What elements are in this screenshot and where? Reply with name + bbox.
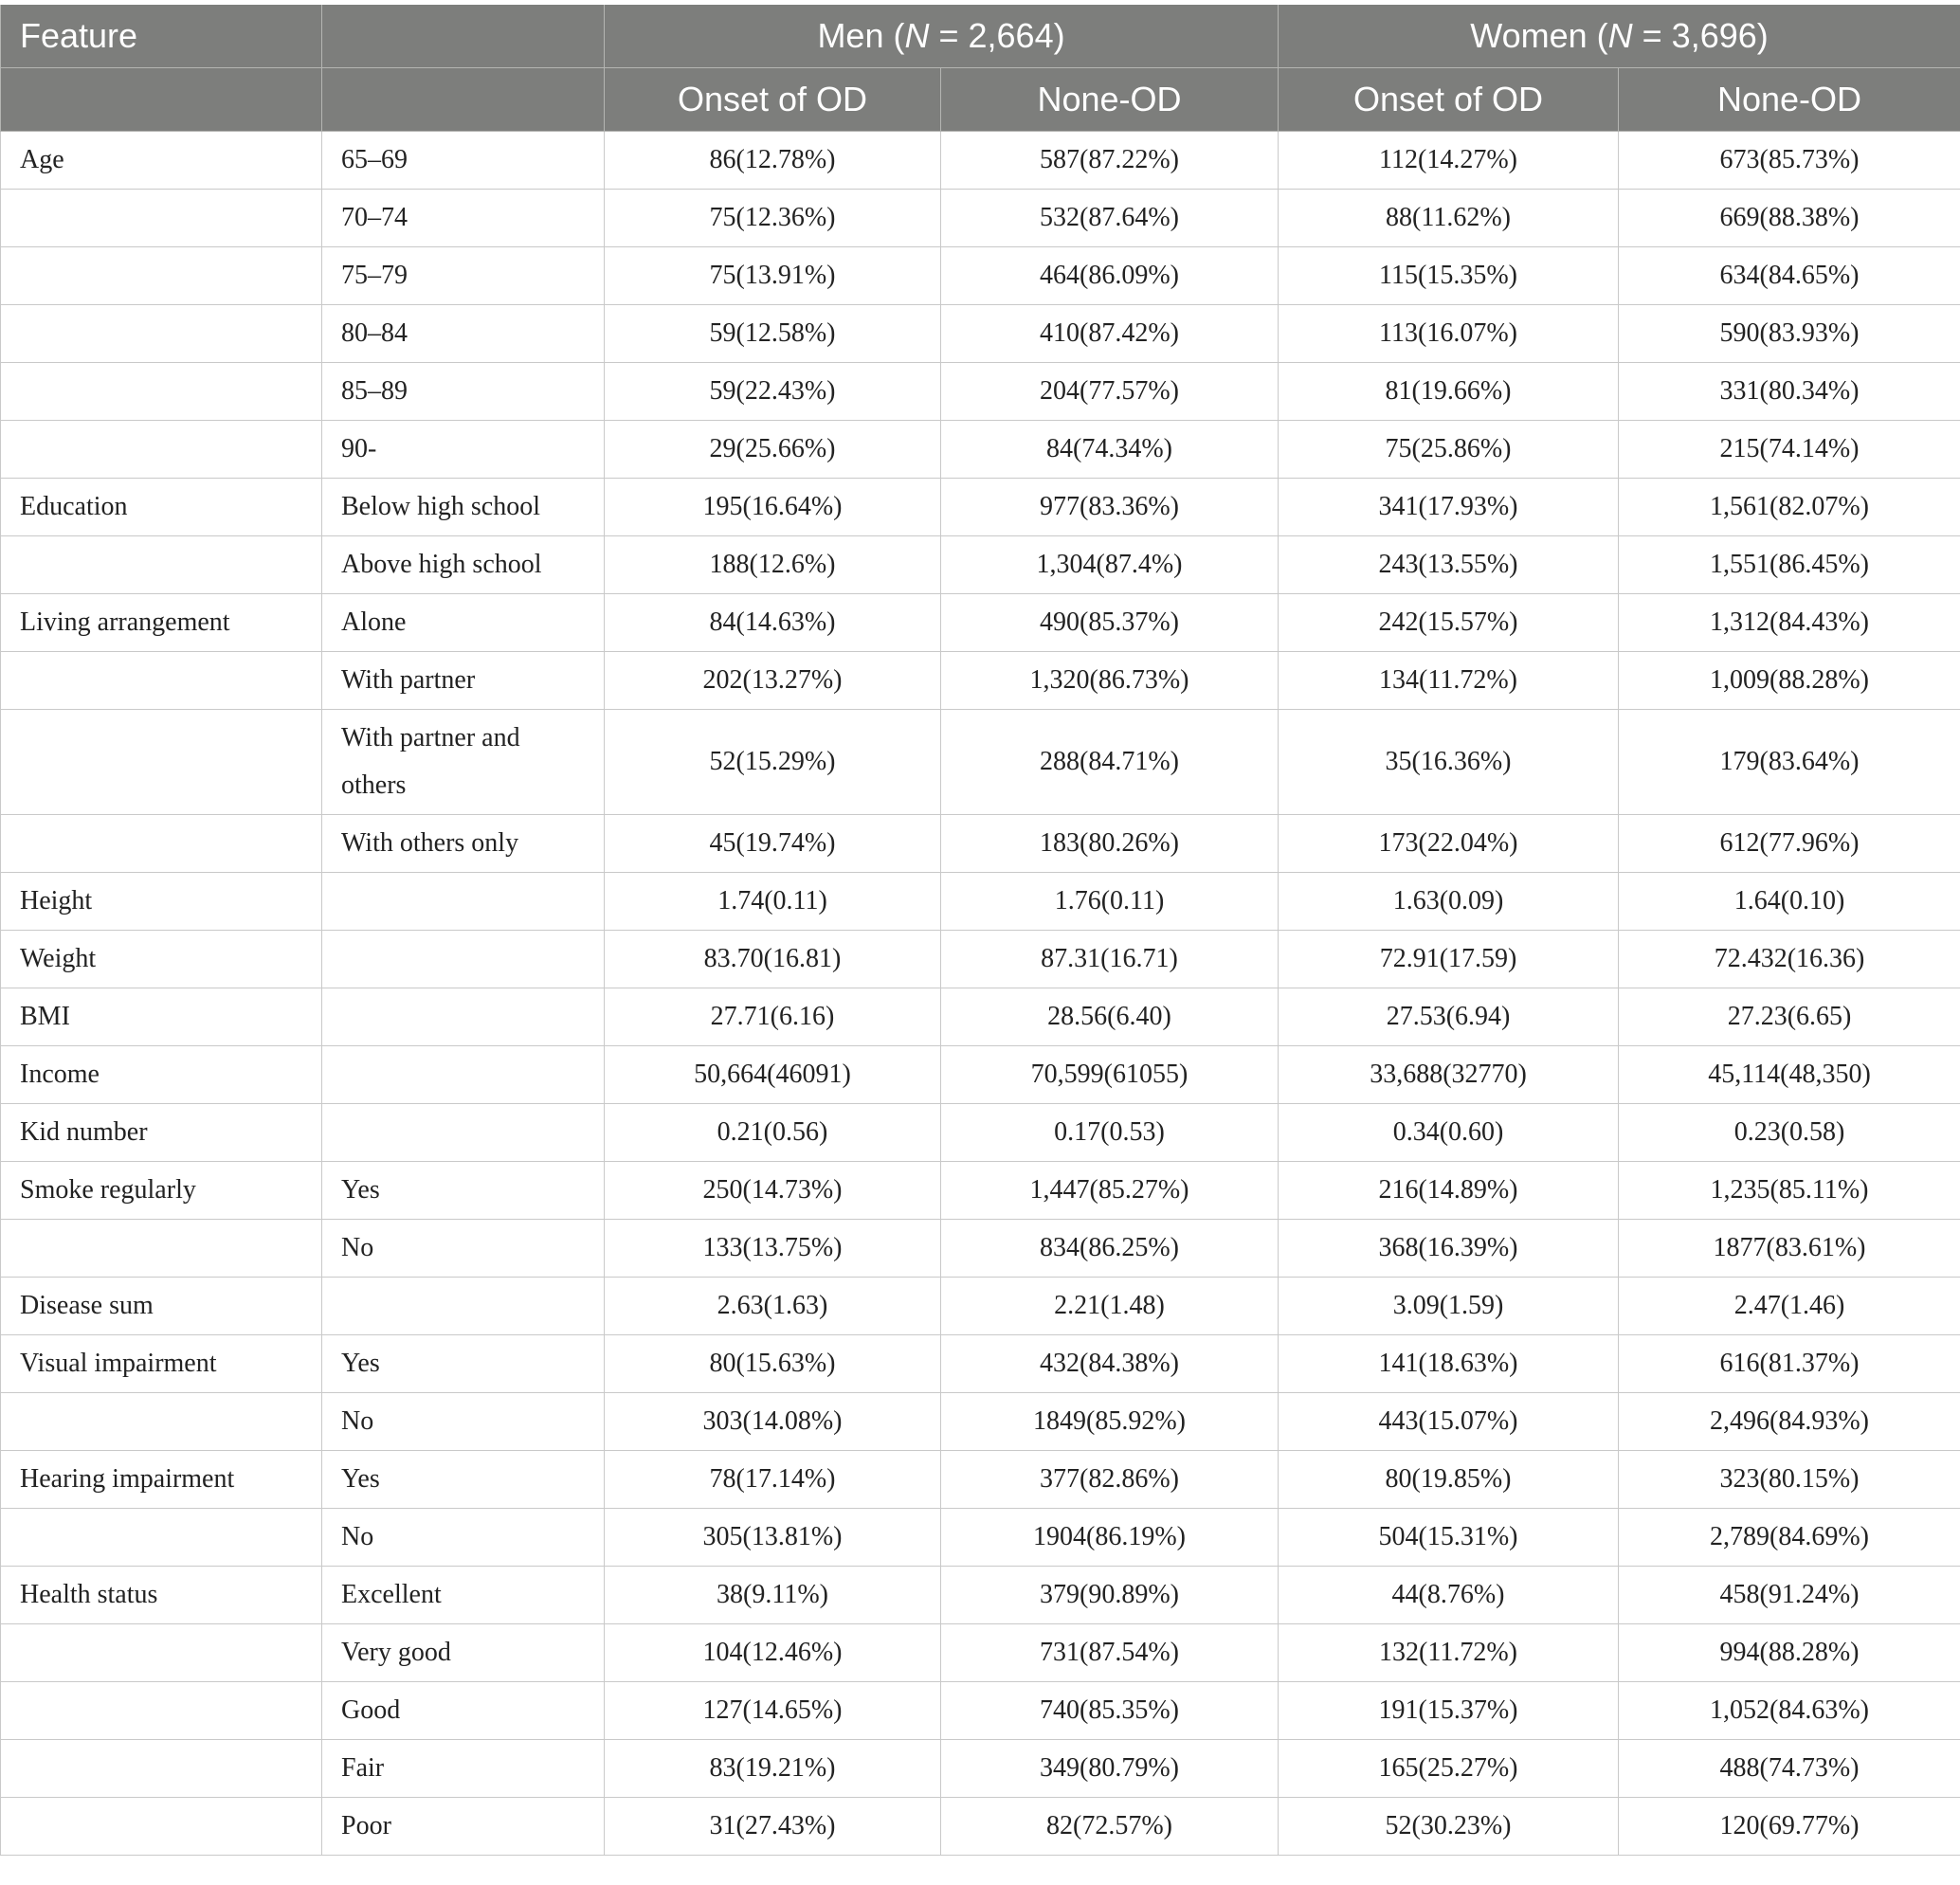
table-header xyxy=(1,5,1960,132)
cell-feature: BMI xyxy=(1,988,322,1046)
table-row xyxy=(1,594,1960,652)
cell-men-onset: 133(13.75%) xyxy=(605,1220,941,1278)
cell-women-none-od: 488(74.73%) xyxy=(1619,1740,1960,1798)
cell-men-onset: 104(12.46%) xyxy=(605,1624,941,1682)
cell-feature xyxy=(1,305,322,363)
cell-subcategory: 85–89 xyxy=(322,363,605,421)
table-row xyxy=(1,421,1960,479)
header-men-n-symbol: N xyxy=(904,16,930,55)
table-row xyxy=(1,536,1960,594)
cell-women-none-od: 994(88.28%) xyxy=(1619,1624,1960,1682)
cell-men-onset: 195(16.64%) xyxy=(605,479,941,536)
cell-women-onset: 3.09(1.59) xyxy=(1279,1278,1619,1335)
cell-women-onset: 242(15.57%) xyxy=(1279,594,1619,652)
cell-women-none-od: 1.64(0.10) xyxy=(1619,873,1960,931)
cell-women-onset: 75(25.86%) xyxy=(1279,421,1619,479)
cell-subcategory: 70–74 xyxy=(322,190,605,247)
cell-women-none-od: 1,009(88.28%) xyxy=(1619,652,1960,710)
table-row xyxy=(1,1740,1960,1798)
cell-men-none-od: 1,304(87.4%) xyxy=(941,536,1279,594)
table-row xyxy=(1,710,1960,815)
cell-men-onset: 52(15.29%) xyxy=(605,710,941,815)
table-row xyxy=(1,873,1960,931)
cell-feature xyxy=(1,1624,322,1682)
cell-subcategory: Yes xyxy=(322,1162,605,1220)
table-row xyxy=(1,1046,1960,1104)
header-men xyxy=(605,5,1279,68)
header-women-label: Women ( xyxy=(1470,16,1608,55)
header-men-n-value: = 2,664) xyxy=(929,16,1065,55)
cell-feature xyxy=(1,1798,322,1856)
cell-women-onset: 72.91(17.59) xyxy=(1279,931,1619,988)
cell-women-onset: 80(19.85%) xyxy=(1279,1451,1619,1509)
cell-men-onset: 1.74(0.11) xyxy=(605,873,941,931)
cell-men-none-od: 410(87.42%) xyxy=(941,305,1279,363)
cell-women-none-od: 1,551(86.45%) xyxy=(1619,536,1960,594)
header-women-n-symbol: N xyxy=(1607,16,1633,55)
cell-men-none-od: 87.31(16.71) xyxy=(941,931,1279,988)
cell-women-onset: 44(8.76%) xyxy=(1279,1567,1619,1624)
cell-feature: Disease sum xyxy=(1,1278,322,1335)
cell-women-none-od: 1,561(82.07%) xyxy=(1619,479,1960,536)
cell-women-none-od: 179(83.64%) xyxy=(1619,710,1960,815)
table-row xyxy=(1,1567,1960,1624)
cell-women-none-od: 2.47(1.46) xyxy=(1619,1278,1960,1335)
cell-women-onset: 115(15.35%) xyxy=(1279,247,1619,305)
cell-men-onset: 0.21(0.56) xyxy=(605,1104,941,1162)
cell-feature: Living arrangement xyxy=(1,594,322,652)
cell-subcategory: 90- xyxy=(322,421,605,479)
cell-feature xyxy=(1,710,322,815)
table-row xyxy=(1,1682,1960,1740)
cell-subcategory: 75–79 xyxy=(322,247,605,305)
cell-feature xyxy=(1,1509,322,1567)
cell-feature: Income xyxy=(1,1046,322,1104)
cell-women-none-od: 1,235(85.11%) xyxy=(1619,1162,1960,1220)
table-row xyxy=(1,132,1960,190)
cell-men-onset: 2.63(1.63) xyxy=(605,1278,941,1335)
cell-men-onset: 31(27.43%) xyxy=(605,1798,941,1856)
cell-women-none-od: 0.23(0.58) xyxy=(1619,1104,1960,1162)
cell-feature xyxy=(1,536,322,594)
cell-men-onset: 305(13.81%) xyxy=(605,1509,941,1567)
cell-women-none-od: 215(74.14%) xyxy=(1619,421,1960,479)
table-row xyxy=(1,1393,1960,1451)
cell-subcategory: Poor xyxy=(322,1798,605,1856)
cell-men-none-od: 1.76(0.11) xyxy=(941,873,1279,931)
cell-men-none-od: 1904(86.19%) xyxy=(941,1509,1279,1567)
cell-subcategory: With partner xyxy=(322,652,605,710)
cell-subcategory: No xyxy=(322,1393,605,1451)
table-row xyxy=(1,652,1960,710)
table-row xyxy=(1,1451,1960,1509)
table-row xyxy=(1,1509,1960,1567)
cell-women-none-od: 634(84.65%) xyxy=(1619,247,1960,305)
cell-feature: Hearing impairment xyxy=(1,1451,322,1509)
cell-feature: Smoke regularly xyxy=(1,1162,322,1220)
cell-men-none-od: 1,320(86.73%) xyxy=(941,652,1279,710)
cell-men-none-od: 379(90.89%) xyxy=(941,1567,1279,1624)
cell-feature: Age xyxy=(1,132,322,190)
cell-subcategory: Fair xyxy=(322,1740,605,1798)
table-row xyxy=(1,479,1960,536)
cell-women-none-od: 590(83.93%) xyxy=(1619,305,1960,363)
cell-subcategory: 65–69 xyxy=(322,132,605,190)
cell-men-onset: 80(15.63%) xyxy=(605,1335,941,1393)
table-row xyxy=(1,1104,1960,1162)
cell-subcategory: No xyxy=(322,1509,605,1567)
cell-women-none-od: 1,312(84.43%) xyxy=(1619,594,1960,652)
cell-subcategory xyxy=(322,1046,605,1104)
cell-women-onset: 88(11.62%) xyxy=(1279,190,1619,247)
cell-men-none-od: 82(72.57%) xyxy=(941,1798,1279,1856)
cell-men-none-od: 204(77.57%) xyxy=(941,363,1279,421)
cell-subcategory xyxy=(322,1104,605,1162)
cell-subcategory: Good xyxy=(322,1682,605,1740)
cell-feature: Kid number xyxy=(1,1104,322,1162)
cell-subcategory: With others only xyxy=(322,815,605,873)
cell-women-none-od: 331(80.34%) xyxy=(1619,363,1960,421)
cell-women-onset: 132(11.72%) xyxy=(1279,1624,1619,1682)
cell-women-onset: 113(16.07%) xyxy=(1279,305,1619,363)
cell-feature xyxy=(1,247,322,305)
cell-women-none-od: 323(80.15%) xyxy=(1619,1451,1960,1509)
header-women xyxy=(1279,5,1960,68)
cell-feature xyxy=(1,1220,322,1278)
table-row xyxy=(1,190,1960,247)
cell-men-none-od: 288(84.71%) xyxy=(941,710,1279,815)
cell-men-none-od: 349(80.79%) xyxy=(941,1740,1279,1798)
cell-women-none-od: 45,114(48,350) xyxy=(1619,1046,1960,1104)
cell-women-none-od: 27.23(6.65) xyxy=(1619,988,1960,1046)
cell-feature xyxy=(1,1393,322,1451)
cell-women-onset: 341(17.93%) xyxy=(1279,479,1619,536)
cell-feature xyxy=(1,363,322,421)
cell-women-none-od: 1,052(84.63%) xyxy=(1619,1682,1960,1740)
cell-subcategory: Yes xyxy=(322,1451,605,1509)
cell-men-onset: 250(14.73%) xyxy=(605,1162,941,1220)
cell-men-onset: 84(14.63%) xyxy=(605,594,941,652)
header-men-none: None-OD xyxy=(941,68,1279,132)
cell-men-onset: 83(19.21%) xyxy=(605,1740,941,1798)
table-row xyxy=(1,305,1960,363)
cell-men-none-od: 731(87.54%) xyxy=(941,1624,1279,1682)
cell-women-onset: 443(15.07%) xyxy=(1279,1393,1619,1451)
cell-feature: Weight xyxy=(1,931,322,988)
cell-women-none-od: 2,789(84.69%) xyxy=(1619,1509,1960,1567)
cell-subcategory xyxy=(322,931,605,988)
header-women-none: None-OD xyxy=(1619,68,1960,132)
cell-subcategory: Excellent xyxy=(322,1567,605,1624)
cell-men-onset: 38(9.11%) xyxy=(605,1567,941,1624)
cell-men-none-od: 587(87.22%) xyxy=(941,132,1279,190)
cell-men-onset: 303(14.08%) xyxy=(605,1393,941,1451)
data-table xyxy=(0,5,1960,1856)
table-row xyxy=(1,1798,1960,1856)
cell-subcategory xyxy=(322,873,605,931)
cell-women-none-od: 669(88.38%) xyxy=(1619,190,1960,247)
cell-women-onset: 173(22.04%) xyxy=(1279,815,1619,873)
table-row xyxy=(1,1278,1960,1335)
cell-men-onset: 45(19.74%) xyxy=(605,815,941,873)
header-men-label: Men ( xyxy=(817,16,905,55)
cell-men-onset: 59(12.58%) xyxy=(605,305,941,363)
cell-feature xyxy=(1,1740,322,1798)
cell-men-none-od: 464(86.09%) xyxy=(941,247,1279,305)
cell-women-onset: 504(15.31%) xyxy=(1279,1509,1619,1567)
cell-subcategory: With partner and others xyxy=(322,710,605,815)
cell-men-onset: 27.71(6.16) xyxy=(605,988,941,1046)
header-blank xyxy=(322,5,605,68)
table-row xyxy=(1,363,1960,421)
cell-men-none-od: 834(86.25%) xyxy=(941,1220,1279,1278)
cell-men-onset: 75(12.36%) xyxy=(605,190,941,247)
cell-feature xyxy=(1,1682,322,1740)
cell-women-none-od: 673(85.73%) xyxy=(1619,132,1960,190)
cell-women-none-od: 120(69.77%) xyxy=(1619,1798,1960,1856)
cell-women-onset: 27.53(6.94) xyxy=(1279,988,1619,1046)
cell-men-none-od: 740(85.35%) xyxy=(941,1682,1279,1740)
cell-men-onset: 78(17.14%) xyxy=(605,1451,941,1509)
cell-women-none-od: 612(77.96%) xyxy=(1619,815,1960,873)
cell-men-none-od: 1,447(85.27%) xyxy=(941,1162,1279,1220)
cell-men-none-od: 1849(85.92%) xyxy=(941,1393,1279,1451)
cell-subcategory: No xyxy=(322,1220,605,1278)
cell-men-onset: 59(22.43%) xyxy=(605,363,941,421)
cell-women-onset: 52(30.23%) xyxy=(1279,1798,1619,1856)
cell-men-none-od: 84(74.34%) xyxy=(941,421,1279,479)
cell-women-onset: 165(25.27%) xyxy=(1279,1740,1619,1798)
cell-subcategory: Yes xyxy=(322,1335,605,1393)
table-row xyxy=(1,988,1960,1046)
header-men-onset: Onset of OD xyxy=(605,68,941,132)
table-row xyxy=(1,1220,1960,1278)
cell-men-none-od: 490(85.37%) xyxy=(941,594,1279,652)
cell-women-onset: 81(19.66%) xyxy=(1279,363,1619,421)
cell-subcategory: Below high school xyxy=(322,479,605,536)
table-row xyxy=(1,1624,1960,1682)
cell-feature xyxy=(1,652,322,710)
cell-feature xyxy=(1,190,322,247)
cell-men-none-od: 183(80.26%) xyxy=(941,815,1279,873)
cell-women-onset: 191(15.37%) xyxy=(1279,1682,1619,1740)
cell-feature xyxy=(1,421,322,479)
cell-women-none-od: 1877(83.61%) xyxy=(1619,1220,1960,1278)
table-row xyxy=(1,931,1960,988)
header-blank-feature xyxy=(1,68,322,132)
cell-feature: Health status xyxy=(1,1567,322,1624)
cell-women-onset: 1.63(0.09) xyxy=(1279,873,1619,931)
cell-men-none-od: 532(87.64%) xyxy=(941,190,1279,247)
cell-subcategory: Very good xyxy=(322,1624,605,1682)
cell-subcategory: Above high school xyxy=(322,536,605,594)
cell-men-onset: 86(12.78%) xyxy=(605,132,941,190)
header-row-subgroups xyxy=(1,68,1960,132)
cell-men-none-od: 70,599(61055) xyxy=(941,1046,1279,1104)
cell-women-onset: 112(14.27%) xyxy=(1279,132,1619,190)
table-row xyxy=(1,247,1960,305)
cell-women-none-od: 72.432(16.36) xyxy=(1619,931,1960,988)
cell-subcategory xyxy=(322,1278,605,1335)
header-women-onset: Onset of OD xyxy=(1279,68,1619,132)
cell-women-onset: 243(13.55%) xyxy=(1279,536,1619,594)
cell-feature xyxy=(1,815,322,873)
cell-men-none-od: 377(82.86%) xyxy=(941,1451,1279,1509)
cell-women-onset: 35(16.36%) xyxy=(1279,710,1619,815)
table-row xyxy=(1,1335,1960,1393)
cell-men-onset: 188(12.6%) xyxy=(605,536,941,594)
cell-subcategory: 80–84 xyxy=(322,305,605,363)
cell-men-onset: 29(25.66%) xyxy=(605,421,941,479)
table-row xyxy=(1,815,1960,873)
cell-women-onset: 216(14.89%) xyxy=(1279,1162,1619,1220)
cell-men-onset: 127(14.65%) xyxy=(605,1682,941,1740)
cell-women-none-od: 616(81.37%) xyxy=(1619,1335,1960,1393)
header-feature: Feature xyxy=(1,5,322,68)
cell-feature: Education xyxy=(1,479,322,536)
cell-women-onset: 33,688(32770) xyxy=(1279,1046,1619,1104)
cell-men-none-od: 432(84.38%) xyxy=(941,1335,1279,1393)
cell-men-none-od: 977(83.36%) xyxy=(941,479,1279,536)
cell-men-onset: 202(13.27%) xyxy=(605,652,941,710)
cell-men-none-od: 2.21(1.48) xyxy=(941,1278,1279,1335)
table-body xyxy=(1,132,1960,1856)
cell-men-onset: 50,664(46091) xyxy=(605,1046,941,1104)
cell-subcategory: Alone xyxy=(322,594,605,652)
header-row-groups xyxy=(1,5,1960,68)
cell-men-none-od: 0.17(0.53) xyxy=(941,1104,1279,1162)
cell-feature: Visual impairment xyxy=(1,1335,322,1393)
cell-men-onset: 83.70(16.81) xyxy=(605,931,941,988)
cell-women-onset: 141(18.63%) xyxy=(1279,1335,1619,1393)
header-women-n-value: = 3,696) xyxy=(1632,16,1769,55)
cell-feature: Height xyxy=(1,873,322,931)
cell-subcategory xyxy=(322,988,605,1046)
table-row xyxy=(1,1162,1960,1220)
cell-women-none-od: 458(91.24%) xyxy=(1619,1567,1960,1624)
header-blank-sub xyxy=(322,68,605,132)
cell-women-none-od: 2,496(84.93%) xyxy=(1619,1393,1960,1451)
cell-women-onset: 368(16.39%) xyxy=(1279,1220,1619,1278)
cell-women-onset: 134(11.72%) xyxy=(1279,652,1619,710)
cell-women-onset: 0.34(0.60) xyxy=(1279,1104,1619,1162)
cell-men-onset: 75(13.91%) xyxy=(605,247,941,305)
cell-men-none-od: 28.56(6.40) xyxy=(941,988,1279,1046)
